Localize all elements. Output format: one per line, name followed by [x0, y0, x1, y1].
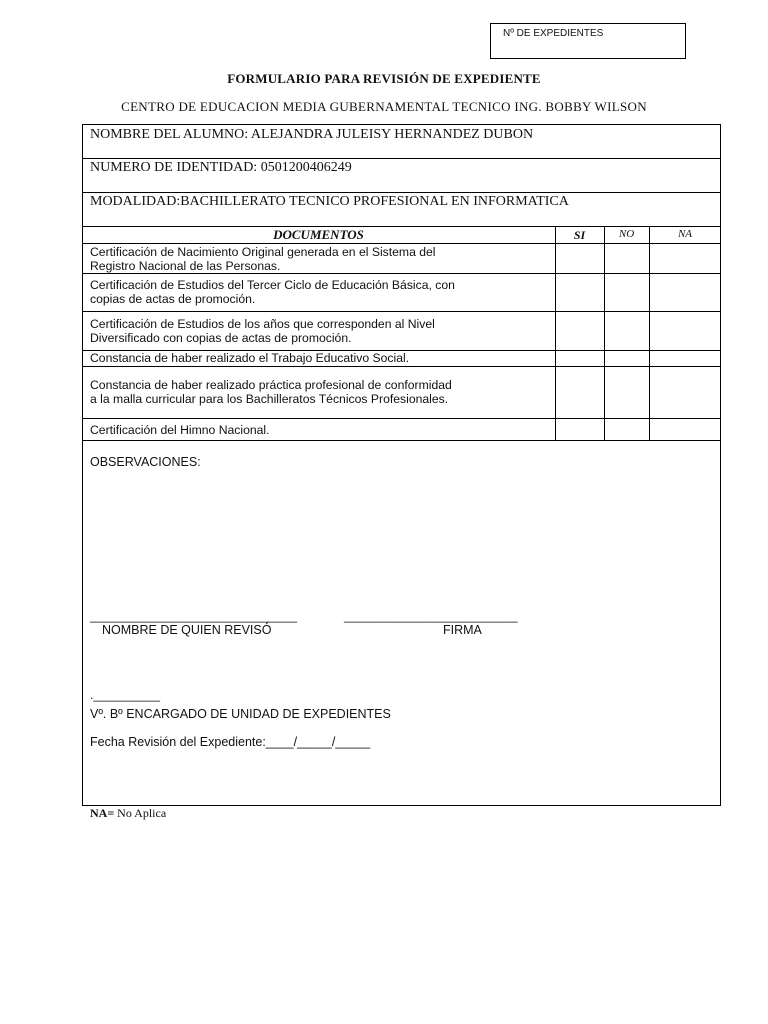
column-divider [604, 226, 605, 440]
divider [82, 418, 721, 419]
divider [82, 440, 721, 441]
document-line: copias de actas de promoción. [90, 292, 256, 306]
divider [82, 311, 721, 312]
student-id: NUMERO DE IDENTIDAD: 0501200406249 [90, 160, 352, 175]
divider [82, 192, 721, 193]
footnote [90, 806, 166, 821]
expedientes-label: Nº DE EXPEDIENTES [503, 28, 604, 39]
document-line: Certificación de Estudios del Tercer Ciclo de Educación Básica, con [90, 278, 455, 292]
si-header: SI [573, 228, 586, 242]
document-line: Diversificado con copias de actas de promoción. [90, 331, 352, 345]
document-line: Registro Nacional de las Personas. [90, 259, 281, 273]
document-row [90, 351, 550, 365]
reviewer-label: NOMBRE DE QUIEN REVISÓ [102, 623, 272, 637]
no-header: NO [618, 228, 635, 240]
vobo-label: Vº. Bº ENCARGADO DE UNIDAD DE EXPEDIENTES [90, 707, 391, 721]
document-line: Certificación de Estudios de los años que corresponden al Nivel [90, 317, 435, 331]
document-line: Certificación del Himno Nacional. [90, 423, 270, 437]
column-divider [649, 226, 650, 440]
firma-label: FIRMA [443, 623, 482, 637]
document-line: Certificación de Nacimiento Original generada en el Sistema del [90, 245, 436, 259]
divider [82, 243, 721, 244]
document-row [90, 378, 550, 406]
firma-line: __________________________ [344, 609, 518, 623]
document-line: Constancia de haber realizado el Trabajo Educativo Social. [90, 351, 410, 365]
document-row [90, 423, 550, 437]
student-modality: MODALIDAD:BACHILLERATO TECNICO PROFESIONAL EN INFORMATICA [90, 194, 569, 209]
na-header: NA [677, 228, 693, 240]
divider [82, 273, 721, 274]
reviewer-signature-line: _______________________________ [90, 609, 297, 623]
document-line: Constancia de haber realizado práctica profesional de conformidad [90, 378, 452, 392]
expedientes-box [490, 23, 686, 59]
document-row [90, 278, 550, 306]
divider [82, 366, 721, 367]
school-name: CENTRO DE EDUCACION MEDIA GUBERNAMENTAL TECNICO ING. BOBBY WILSON [121, 99, 647, 114]
form-title: FORMULARIO PARA REVISIÓN DE EXPEDIENTE [227, 71, 541, 86]
footnote-abbrev: NA= [90, 806, 115, 820]
document-line: a la malla curricular para los Bachilleratos Técnicos Profesionales. [90, 392, 449, 406]
footnote-text: No Aplica [114, 806, 167, 820]
document-row [90, 317, 550, 345]
divider [82, 158, 721, 159]
vobo-line: .__________ [90, 688, 161, 702]
review-date: Fecha Revisión del Expediente:____/_____/_____ [90, 735, 371, 749]
column-divider [555, 226, 556, 440]
document-row [90, 245, 550, 273]
student-name: NOMBRE DEL ALUMNO: ALEJANDRA JULEISY HERNANDEZ DUBON [90, 127, 534, 142]
observations-label: OBSERVACIONES: [90, 455, 201, 469]
documents-header: DOCUMENTOS [273, 227, 364, 242]
